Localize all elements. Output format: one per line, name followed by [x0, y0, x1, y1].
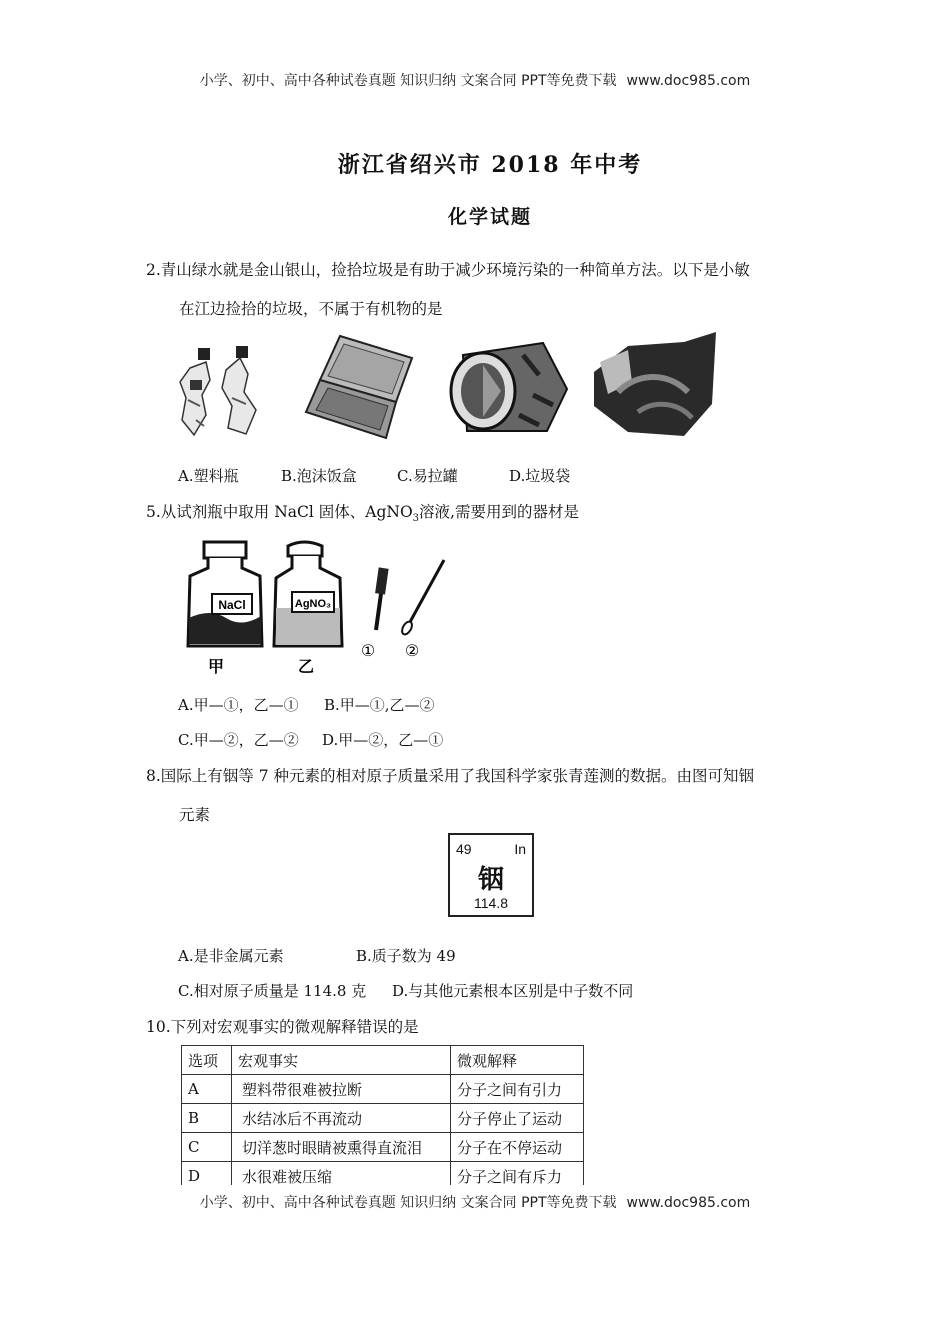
- q2-option-a[interactable]: A.塑料瓶: [178, 467, 239, 485]
- element-card-indium: [448, 833, 534, 917]
- q5-option-a[interactable]: A.甲—①，乙—①: [178, 696, 299, 714]
- table-cell: 分子在不停运动: [451, 1133, 584, 1162]
- nacl-label: NaCl: [218, 598, 246, 612]
- table-cell: 分子之间有斥力: [451, 1162, 584, 1186]
- header-micro-explanation: 微观解释: [451, 1046, 584, 1075]
- page-footer: [0, 1192, 950, 1212]
- label-yi: 乙: [297, 657, 315, 676]
- table-cell: C: [182, 1133, 232, 1162]
- q8-option-d[interactable]: D.与其他元素根本区别是中子数不同: [392, 982, 634, 1000]
- table-cell: 分子之间有引力: [451, 1075, 584, 1104]
- header-site[interactable]: www.doc985.com: [626, 73, 751, 89]
- q2-option-b[interactable]: B.泡沫饭盒: [281, 467, 357, 485]
- table-header-row: [182, 1046, 584, 1075]
- agno3-bottle: [274, 542, 342, 676]
- q10-table: [181, 1045, 584, 1185]
- q5-option-b[interactable]: B.甲—①,乙—②: [324, 696, 435, 714]
- q5-text: [146, 500, 579, 524]
- q8-option-b[interactable]: B.质子数为 49: [356, 947, 456, 965]
- can-image: [443, 335, 573, 440]
- agno3-label: AgNO₃: [294, 598, 332, 610]
- q5-text-after: 溶液,需要用到的器材是: [419, 503, 579, 521]
- dropper-tool: [361, 567, 389, 660]
- table-row: [182, 1075, 584, 1104]
- foam-box-image: [300, 332, 420, 444]
- table-cell: D: [182, 1162, 232, 1186]
- page-header: [0, 70, 950, 90]
- label-tool2: ②: [404, 641, 420, 660]
- q8-line2: 元素: [179, 806, 211, 824]
- q8-line1: 8.国际上有铟等 7 种元素的相对原子质量采用了我国科学家张青莲测的数据。由图可知铟: [146, 767, 755, 785]
- table-cell: A: [182, 1075, 232, 1104]
- q5-apparatus-figure: [180, 538, 460, 680]
- q2-option-c[interactable]: C.易拉罐: [397, 467, 458, 485]
- q8-option-c[interactable]: C.相对原子质量是 114.8 克: [178, 982, 367, 1000]
- exam-title: 浙江省绍兴市 2018 年中考: [337, 152, 643, 178]
- header-macro-fact: 宏观事实: [232, 1046, 451, 1075]
- element-symbol: In: [514, 841, 526, 857]
- q10-table-wrapper: [181, 1045, 591, 1185]
- plastic-bottles-image: [176, 340, 262, 440]
- spatula-tool: [400, 560, 444, 660]
- table-cell: 切洋葱时眼睛被熏得直流泪: [232, 1133, 451, 1162]
- q2-line1: 2.青山绿水就是金山银山，捡拾垃圾是有助于减少环境污染的一种简单方法。以下是小敏: [146, 261, 750, 279]
- header-text: 小学、初中、高中各种试卷真题 知识归纳 文案合同 PPT等免费下载: [199, 73, 617, 89]
- label-jia: 甲: [207, 657, 225, 676]
- nacl-bottle: [188, 542, 262, 676]
- q2-line2: 在江边捡拾的垃圾，不属于有机物的是: [179, 300, 443, 318]
- table-row: [182, 1133, 584, 1162]
- q10-text: 10.下列对宏观事实的微观解释错误的是: [146, 1018, 419, 1036]
- q5-subscript: 3: [412, 513, 420, 525]
- garbage-bag-image: [588, 332, 718, 442]
- q5-option-c[interactable]: C.甲—②，乙—②: [178, 731, 299, 749]
- q5-text-before: 5.从试剂瓶中取用 NaCl 固体、AgNO: [146, 503, 413, 521]
- table-row: [182, 1104, 584, 1133]
- table-cell: B: [182, 1104, 232, 1133]
- table-cell: 水结冰后不再流动: [232, 1104, 451, 1133]
- element-name: 铟: [477, 865, 504, 895]
- table-cell: 塑料带很难被拉断: [232, 1075, 451, 1104]
- atomic-mass: 114.8: [474, 895, 508, 911]
- table-row: [182, 1162, 584, 1186]
- table-cell: 分子停止了运动: [451, 1104, 584, 1133]
- q5-option-d[interactable]: D.甲—②，乙—①: [322, 731, 444, 749]
- q8-option-a[interactable]: A.是非金属元素: [178, 947, 284, 965]
- footer-site[interactable]: www.doc985.com: [626, 1195, 751, 1211]
- exam-subtitle: 化学试题: [447, 206, 532, 228]
- footer-text: 小学、初中、高中各种试卷真题 知识归纳 文案合同 PPT等免费下载: [199, 1195, 617, 1211]
- q2-option-d[interactable]: D.垃圾袋: [509, 467, 571, 485]
- atomic-number: 49: [456, 841, 472, 857]
- table-cell: 水很难被压缩: [232, 1162, 451, 1186]
- header-option: 选项: [182, 1046, 232, 1075]
- label-tool1: ①: [360, 641, 376, 660]
